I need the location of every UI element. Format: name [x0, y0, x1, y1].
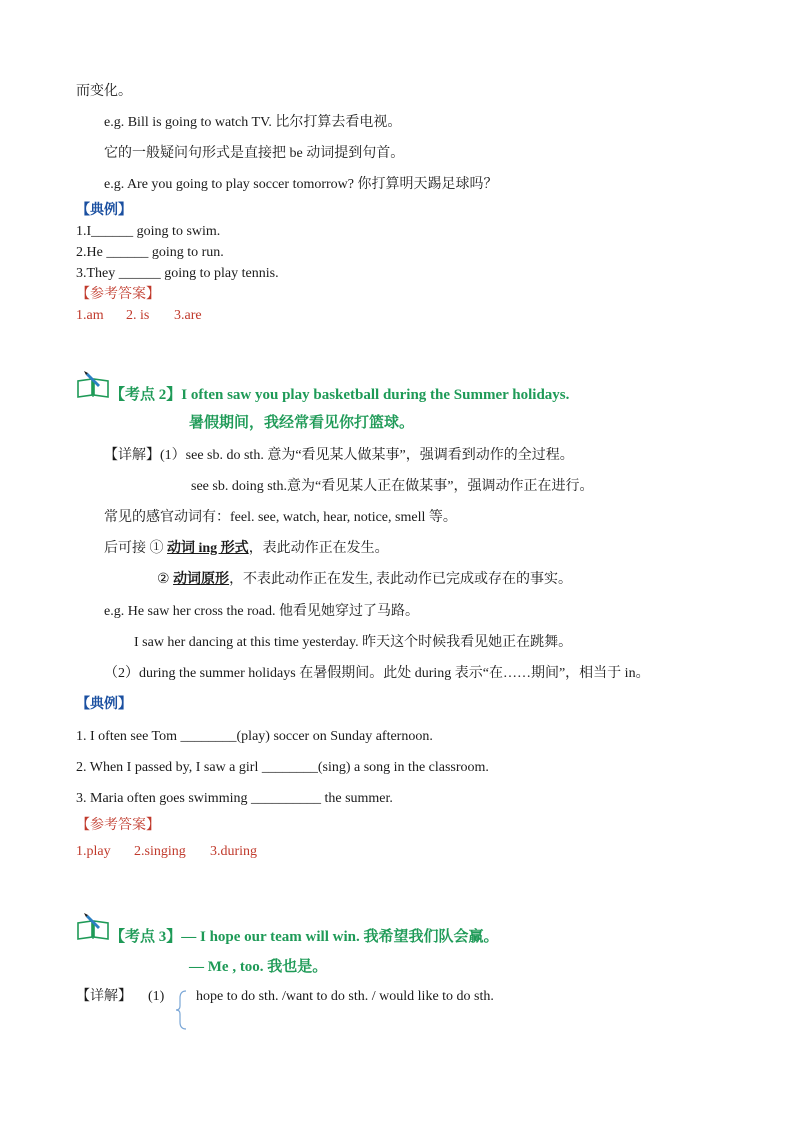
underlined-term: 动词 ing 形式 [167, 541, 249, 556]
exercise-item: 3.They ______ going to play tennis. [76, 266, 279, 281]
grammar-note: 它的一般疑问句形式是直接把 be 动词提到句首。 [104, 146, 405, 161]
example-heading: 【典例】 [76, 697, 132, 712]
answer-item: 3.during [210, 844, 258, 859]
answer-item: 2.singing [134, 844, 186, 859]
detail-text: hope to do sth. /want to do sth. / would like to do sth. [196, 989, 494, 1004]
answer-item: 2. is [126, 308, 150, 323]
detail-number: (1) [148, 989, 165, 1004]
detail-text: 常见的感官动词有：feel. see, watch, hear, notice, smell 等。 [104, 510, 457, 525]
exercise-item: 2.He ______ going to run. [76, 245, 224, 260]
book-pencil-icon [76, 911, 110, 941]
detail-line [157, 571, 572, 589]
example-sentence: e.g. He saw her cross the road. 他看见她穿过了马路。 [104, 604, 419, 619]
detail-text: ，表此动作正在发生。 [248, 541, 389, 556]
point-title: 【考点 2】I often saw you play basketball during the Summer holidays. [110, 387, 570, 403]
answer-heading: 【参考答案】 [76, 287, 160, 302]
detail-line [104, 540, 389, 558]
underlined-term: 动词原形 [173, 572, 230, 587]
detail-label: 【详解】 [76, 989, 132, 1004]
exercise-item: 2. When I passed by, I saw a girl ________(sing) a song in the classroom. [76, 760, 489, 775]
point-subtitle: 暑假期间，我经常看见你打篮球。 [189, 415, 415, 431]
point-title: 【考点 3】— I hope our team will win. 我希望我们队会赢。 [110, 929, 499, 945]
example-heading: 【典例】 [76, 203, 132, 218]
example-sentence: e.g. Are you going to play soccer tomorrow? 你打算明天踢足球吗？ [104, 177, 498, 192]
detail-text: see sb. doing sth.意为“看见某人正在做某事”，强调动作正在进行。 [191, 479, 594, 494]
answer-item: 1.am [76, 308, 104, 323]
exercise-item: 1. I often see Tom ________(play) soccer on Sunday afternoon. [76, 729, 433, 744]
answer-item: 3.are [174, 308, 202, 323]
book-pencil-icon [76, 369, 110, 399]
example-sentence: e.g. Bill is going to watch TV. 比尔打算去看电视。 [104, 115, 402, 130]
answer-item: 1.play [76, 844, 111, 859]
detail-prefix: ② [157, 572, 170, 587]
point-subtitle: — Me , too. 我也是。 [189, 959, 328, 975]
detail-prefix: 后可接 ① [104, 541, 164, 556]
detail-text: 【详解】(1）see sb. do sth. 意为“看见某人做某事”，强调看到动作的全过程。 [104, 448, 574, 463]
detail-text: （2）during the summer holidays 在暑假期间。此处 during 表示“在……期间”，相当于 in。 [104, 666, 650, 681]
example-sentence: I saw her dancing at this time yesterday. 昨天这个时候我看见她正在跳舞。 [134, 635, 573, 650]
exercise-item: 1.I______ going to swim. [76, 224, 221, 239]
continued-text: 而变化。 [76, 84, 132, 99]
answer-heading: 【参考答案】 [76, 818, 160, 833]
brace-icon [174, 990, 188, 1030]
detail-text: ，不表此动作正在发生, 表此动作已完成或存在的事实。 [229, 572, 573, 587]
exercise-item: 3. Maria often goes swimming __________ the summer. [76, 791, 393, 806]
